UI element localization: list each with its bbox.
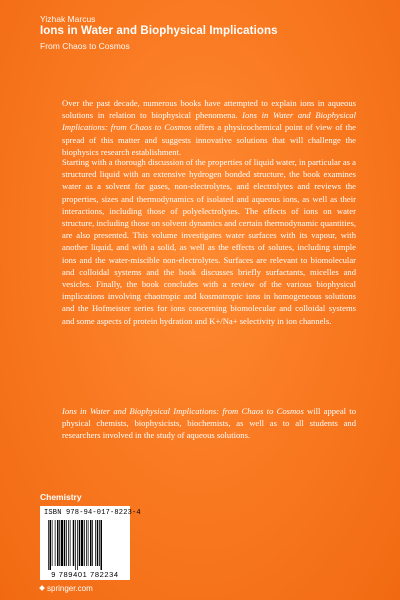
book-title: Ions in Water and Biophysical Implications <box>40 25 278 37</box>
barcode-bar <box>95 520 96 566</box>
barcode-bar <box>101 520 103 570</box>
barcode-bar <box>64 520 66 566</box>
blurb-p3-text: will appeal to physical chemists, biophysicists, biochemists, as well as to all students and researchers involved in the study of aqueous solutions. <box>62 406 356 441</box>
barcode-bar <box>90 520 92 566</box>
subject-category: Chemistry <box>40 492 82 502</box>
author-name: Yizhak Marcus <box>40 14 96 24</box>
barcode-bar <box>61 520 63 566</box>
barcode-bar <box>88 520 89 566</box>
barcode-bar <box>59 520 60 566</box>
blurb-paragraph-3 <box>62 405 356 442</box>
barcode-bar <box>73 520 75 566</box>
barcode-bar <box>92 520 93 566</box>
barcode-digits: 9 789401 782234 <box>51 570 119 579</box>
blurb-p1-text-a: Over the past decade, numerous books have attempted to explain ions in aqueous solutions in relation to biophysical phenomena. <box>62 98 356 121</box>
barcode-bar <box>52 520 53 566</box>
publisher-website-link[interactable] <box>40 584 93 593</box>
barcode-bar <box>99 520 100 566</box>
blurb-paragraph-2: Starting with a thorough discussion of the properties of liquid water, in particular as a structured liquid with an extensive hydrogen bonded structure, the book examines water as a solvent for gases, non-electrolytes, and electrolytes and reviews the properties, sizes and thermodynamics of isolated and aqueous ions, as well as their interactions, including those of polyelectrolytes. The effects of ions on water structure, including those on solvent dynamics and certain thermodynamic quantities, are also presented. This volume investigates water surfaces with its vapour, with another liquid, and with a solid, as well as the effects of solutes, including simple ions and the water-miscible non-electrolytes. Surfaces are relevant to biomolecular and colloidal systems and the book discusses briefly surfactants, micelles and vesicles. Finally, the book concludes with a review of the various biophysical implications involving chaotropic and kosmotropic ions in homogeneous solutions and the Hofmeister series for ions concerning biomolecular and colloidal systems and some aspects of protein hydration and K+/Na+ selectivity in ion channels. <box>62 157 356 326</box>
barcode-bar <box>97 520 99 566</box>
springer-bullet-icon <box>39 585 45 591</box>
barcode-bar <box>81 520 83 566</box>
barcode-bar <box>70 520 71 566</box>
barcode-bar <box>86 520 87 566</box>
barcode-bar <box>57 520 59 566</box>
barcode-bar <box>79 520 81 566</box>
barcode-bar <box>75 520 76 570</box>
blurb-paragraph-1 <box>62 97 356 158</box>
blurb-p1-book-title: Ions in Water and Biophysical Implications: from Chaos to Cosmos <box>62 110 356 133</box>
barcode-graphic <box>48 520 122 570</box>
barcode-bar <box>50 520 52 570</box>
barcode-bar <box>77 520 78 570</box>
barcode-bar <box>55 520 56 566</box>
barcode-bar <box>48 520 49 570</box>
blurb-p3-book-title: Ions in Water and Biophysical Implications: from Chaos to Cosmos <box>62 406 304 416</box>
barcode-bar <box>68 520 69 566</box>
publisher-website-text: springer.com <box>47 584 93 593</box>
book-subtitle: From Chaos to Cosmos <box>40 41 130 51</box>
isbn-label: ISBN 978-94-017-8223-4 <box>44 509 141 517</box>
barcode-bar <box>66 520 67 566</box>
blurb-p1-text-b: offers a physicochemical point of view of the spread of this matter and suggests innovative solutions that will challenge the biophysics research establishment. <box>62 122 356 157</box>
barcode-bar <box>84 520 85 566</box>
isbn-barcode-panel <box>40 506 141 580</box>
